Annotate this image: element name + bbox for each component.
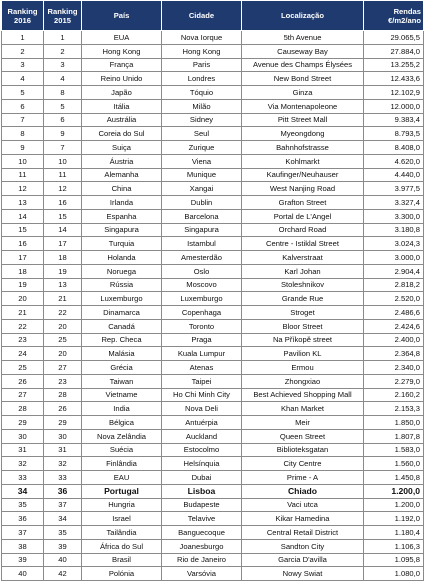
country-cell: Portugal xyxy=(82,484,162,498)
ranking-2016-cell: 28 xyxy=(2,402,44,416)
ranking-2015-cell: 20 xyxy=(44,319,82,333)
country-cell: Taiwan xyxy=(82,374,162,388)
ranking-2016-cell: 35 xyxy=(2,498,44,512)
location-cell: Kalverstraat xyxy=(242,251,364,265)
rent-cell: 13.255,2 xyxy=(364,58,424,72)
country-cell: Rep. Checa xyxy=(82,333,162,347)
ranking-2015-cell: 13 xyxy=(44,278,82,292)
country-cell: Israel xyxy=(82,512,162,526)
ranking-2016-cell: 36 xyxy=(2,512,44,526)
country-cell: India xyxy=(82,402,162,416)
location-cell: 5th Avenue xyxy=(242,31,364,45)
ranking-2015-cell: 12 xyxy=(44,182,82,196)
city-cell: Seul xyxy=(162,127,242,141)
location-cell: Myeongdong xyxy=(242,127,364,141)
country-cell: Hungria xyxy=(82,498,162,512)
rent-cell: 1.450,8 xyxy=(364,471,424,485)
country-cell: Luxemburgo xyxy=(82,292,162,306)
rent-cell: 3.180,8 xyxy=(364,223,424,237)
rent-cell: 12.433,6 xyxy=(364,72,424,86)
country-cell: Irlanda xyxy=(82,196,162,210)
ranking-2016-cell: 3 xyxy=(2,58,44,72)
rent-cell: 2.279,0 xyxy=(364,374,424,388)
ranking-2015-cell: 1 xyxy=(44,31,82,45)
table-row xyxy=(2,72,424,86)
location-cell: Central Retail District xyxy=(242,526,364,540)
location-cell: Na Příkopě street xyxy=(242,333,364,347)
city-cell: Estocolmo xyxy=(162,443,242,457)
location-cell: New Bond Street xyxy=(242,72,364,86)
ranking-2016-cell: 32 xyxy=(2,457,44,471)
table-row xyxy=(2,196,424,210)
location-cell: Causeway Bay xyxy=(242,44,364,58)
table-row xyxy=(2,443,424,457)
city-cell: Paris xyxy=(162,58,242,72)
location-cell: Ermou xyxy=(242,361,364,375)
table-row xyxy=(2,58,424,72)
ranking-2015-cell: 31 xyxy=(44,443,82,457)
rent-cell: 12.102,9 xyxy=(364,86,424,100)
rent-cell: 3.300,0 xyxy=(364,209,424,223)
city-cell: Barcelona xyxy=(162,209,242,223)
table-row xyxy=(2,292,424,306)
table-row xyxy=(2,416,424,430)
table-body xyxy=(2,31,424,581)
ranking-2015-cell: 2 xyxy=(44,44,82,58)
country-cell: Canadá xyxy=(82,319,162,333)
table-row xyxy=(2,223,424,237)
location-cell: Best Achieved Shopping Mall xyxy=(242,388,364,402)
location-cell: Sandton City xyxy=(242,539,364,553)
city-cell: Zurique xyxy=(162,141,242,155)
table-row xyxy=(2,154,424,168)
ranking-2015-cell: 18 xyxy=(44,251,82,265)
city-cell: Singapura xyxy=(162,223,242,237)
city-cell: Sidney xyxy=(162,113,242,127)
ranking-2015-cell: 3 xyxy=(44,58,82,72)
header-ranking-2016: Ranking 2016 xyxy=(2,1,44,31)
table-header xyxy=(2,1,424,31)
city-cell: Moscovo xyxy=(162,278,242,292)
city-cell: Dublin xyxy=(162,196,242,210)
table-row xyxy=(2,471,424,485)
rent-cell: 2.400,0 xyxy=(364,333,424,347)
location-cell: Khan Market xyxy=(242,402,364,416)
rent-cell: 2.486,6 xyxy=(364,306,424,320)
table-row xyxy=(2,44,424,58)
ranking-2015-cell: 42 xyxy=(44,567,82,581)
rent-cell: 9.383,4 xyxy=(364,113,424,127)
ranking-2015-cell: 16 xyxy=(44,196,82,210)
city-cell: Joanesburgo xyxy=(162,539,242,553)
city-cell: Amesterdão xyxy=(162,251,242,265)
header-city: Cidade xyxy=(162,1,242,31)
city-cell: Helsínquia xyxy=(162,457,242,471)
city-cell: Taipei xyxy=(162,374,242,388)
table-row xyxy=(2,484,424,498)
rent-ranking-table xyxy=(1,0,424,581)
ranking-2015-cell: 8 xyxy=(44,86,82,100)
rent-cell: 2.904,4 xyxy=(364,264,424,278)
ranking-2015-cell: 14 xyxy=(44,223,82,237)
rent-cell: 2.818,2 xyxy=(364,278,424,292)
ranking-2015-cell: 28 xyxy=(44,388,82,402)
location-cell: Queen Street xyxy=(242,429,364,443)
city-cell: Toronto xyxy=(162,319,242,333)
ranking-2015-cell: 9 xyxy=(44,127,82,141)
ranking-2015-cell: 4 xyxy=(44,72,82,86)
location-cell: Prime - A xyxy=(242,471,364,485)
location-cell: Meir xyxy=(242,416,364,430)
ranking-2015-cell: 17 xyxy=(44,237,82,251)
ranking-2015-cell: 40 xyxy=(44,553,82,567)
city-cell: Istambul xyxy=(162,237,242,251)
country-cell: Vietname xyxy=(82,388,162,402)
ranking-2016-cell: 33 xyxy=(2,471,44,485)
country-cell: África do Sul xyxy=(82,539,162,553)
location-cell: Stroget xyxy=(242,306,364,320)
ranking-2015-cell: 22 xyxy=(44,306,82,320)
ranking-2015-cell: 37 xyxy=(44,498,82,512)
ranking-2015-cell: 10 xyxy=(44,154,82,168)
location-cell: City Centre xyxy=(242,457,364,471)
rent-cell: 1.200,0 xyxy=(364,498,424,512)
location-cell: Kohlmarkt xyxy=(242,154,364,168)
table-row xyxy=(2,264,424,278)
rent-cell: 3.000,0 xyxy=(364,251,424,265)
table-row xyxy=(2,306,424,320)
rent-cell: 3.327,4 xyxy=(364,196,424,210)
country-cell: Grécia xyxy=(82,361,162,375)
ranking-2016-cell: 27 xyxy=(2,388,44,402)
ranking-2016-cell: 34 xyxy=(2,484,44,498)
city-cell: Ho Chi Minh City xyxy=(162,388,242,402)
location-cell: Kikar Hamedina xyxy=(242,512,364,526)
ranking-2016-cell: 4 xyxy=(2,72,44,86)
ranking-2016-cell: 12 xyxy=(2,182,44,196)
ranking-2016-cell: 7 xyxy=(2,113,44,127)
country-cell: Bélgica xyxy=(82,416,162,430)
header-country: País xyxy=(82,1,162,31)
table-row xyxy=(2,567,424,581)
country-cell: EUA xyxy=(82,31,162,45)
rent-cell: 27.884,0 xyxy=(364,44,424,58)
location-cell: Centre - Istiklal Street xyxy=(242,237,364,251)
ranking-2016-cell: 25 xyxy=(2,361,44,375)
city-cell: Varsóvia xyxy=(162,567,242,581)
ranking-2016-cell: 38 xyxy=(2,539,44,553)
country-cell: Suiça xyxy=(82,141,162,155)
table-row xyxy=(2,498,424,512)
rent-cell: 1.080,0 xyxy=(364,567,424,581)
country-cell: Áustria xyxy=(82,154,162,168)
rent-cell: 29.065,5 xyxy=(364,31,424,45)
rent-cell: 1.095,8 xyxy=(364,553,424,567)
ranking-2015-cell: 26 xyxy=(44,402,82,416)
country-cell: Noruega xyxy=(82,264,162,278)
ranking-2015-cell: 23 xyxy=(44,374,82,388)
ranking-2015-cell: 15 xyxy=(44,209,82,223)
rent-cell: 12.000,0 xyxy=(364,99,424,113)
city-cell: Budapeste xyxy=(162,498,242,512)
rent-cell: 2.364,8 xyxy=(364,347,424,361)
country-cell: Dinamarca xyxy=(82,306,162,320)
country-cell: Polónia xyxy=(82,567,162,581)
location-cell: Nowy Swiat xyxy=(242,567,364,581)
city-cell: Nova Deli xyxy=(162,402,242,416)
table-row xyxy=(2,429,424,443)
table-row xyxy=(2,86,424,100)
location-cell: Karl Johan xyxy=(242,264,364,278)
rent-cell: 1.180,4 xyxy=(364,526,424,540)
city-cell: Praga xyxy=(162,333,242,347)
location-cell: Zhongxiao xyxy=(242,374,364,388)
rent-cell: 4.620,0 xyxy=(364,154,424,168)
city-cell: Londres xyxy=(162,72,242,86)
ranking-2016-cell: 22 xyxy=(2,319,44,333)
table-row xyxy=(2,182,424,196)
ranking-2016-cell: 5 xyxy=(2,86,44,100)
ranking-2016-cell: 13 xyxy=(2,196,44,210)
city-cell: Dubai xyxy=(162,471,242,485)
ranking-2015-cell: 25 xyxy=(44,333,82,347)
table-row xyxy=(2,141,424,155)
header-rent: Rendas €/m2/ano xyxy=(364,1,424,31)
city-cell: Milão xyxy=(162,99,242,113)
ranking-2015-cell: 39 xyxy=(44,539,82,553)
rent-cell: 1.200,0 xyxy=(364,484,424,498)
location-cell: Grande Rue xyxy=(242,292,364,306)
country-cell: Tailândia xyxy=(82,526,162,540)
rent-cell: 2.424,6 xyxy=(364,319,424,333)
location-cell: Stoleshnikov xyxy=(242,278,364,292)
ranking-2016-cell: 40 xyxy=(2,567,44,581)
city-cell: Lisboa xyxy=(162,484,242,498)
country-cell: Nova Zelândia xyxy=(82,429,162,443)
location-cell: Avenue des Champs Élysées xyxy=(242,58,364,72)
ranking-2016-cell: 30 xyxy=(2,429,44,443)
ranking-2015-cell: 6 xyxy=(44,113,82,127)
location-cell: Portal de L'Angel xyxy=(242,209,364,223)
city-cell: Luxemburgo xyxy=(162,292,242,306)
ranking-2016-cell: 6 xyxy=(2,99,44,113)
table-row xyxy=(2,347,424,361)
table-row xyxy=(2,113,424,127)
city-cell: Atenas xyxy=(162,361,242,375)
table-row xyxy=(2,553,424,567)
rent-cell: 8.408,0 xyxy=(364,141,424,155)
city-cell: Hong Kong xyxy=(162,44,242,58)
table-row xyxy=(2,374,424,388)
table-row xyxy=(2,526,424,540)
country-cell: Itália xyxy=(82,99,162,113)
location-cell: Via Montenapoleone xyxy=(242,99,364,113)
table-row xyxy=(2,31,424,45)
country-cell: Turquia xyxy=(82,237,162,251)
country-cell: Finlândia xyxy=(82,457,162,471)
country-cell: Austrália xyxy=(82,113,162,127)
ranking-2016-cell: 23 xyxy=(2,333,44,347)
ranking-2016-cell: 39 xyxy=(2,553,44,567)
table-row xyxy=(2,251,424,265)
ranking-2015-cell: 20 xyxy=(44,347,82,361)
location-cell: Kaufinger/Neuhauser xyxy=(242,168,364,182)
country-cell: Japão xyxy=(82,86,162,100)
ranking-2016-cell: 10 xyxy=(2,154,44,168)
location-cell: Bahnhofstrasse xyxy=(242,141,364,155)
city-cell: Rio de Janeiro xyxy=(162,553,242,567)
city-cell: Xangai xyxy=(162,182,242,196)
ranking-2015-cell: 27 xyxy=(44,361,82,375)
location-cell: Biblioteksgatan xyxy=(242,443,364,457)
country-cell: Reino Unido xyxy=(82,72,162,86)
table-row xyxy=(2,127,424,141)
table-row xyxy=(2,237,424,251)
rent-cell: 1.106,3 xyxy=(364,539,424,553)
city-cell: Oslo xyxy=(162,264,242,278)
city-cell: Telavive xyxy=(162,512,242,526)
rent-cell: 1.560,0 xyxy=(364,457,424,471)
ranking-2015-cell: 21 xyxy=(44,292,82,306)
country-cell: Singapura xyxy=(82,223,162,237)
rent-cell: 1.850,0 xyxy=(364,416,424,430)
ranking-2015-cell: 29 xyxy=(44,416,82,430)
city-cell: Nova Iorque xyxy=(162,31,242,45)
rent-cell: 3.024,3 xyxy=(364,237,424,251)
rent-cell: 2.160,2 xyxy=(364,388,424,402)
country-cell: Suécia xyxy=(82,443,162,457)
ranking-2015-cell: 7 xyxy=(44,141,82,155)
ranking-2016-cell: 1 xyxy=(2,31,44,45)
rent-cell: 1.192,0 xyxy=(364,512,424,526)
ranking-2016-cell: 24 xyxy=(2,347,44,361)
country-cell: Alemanha xyxy=(82,168,162,182)
ranking-2016-cell: 11 xyxy=(2,168,44,182)
country-cell: Espanha xyxy=(82,209,162,223)
rent-cell: 8.793,5 xyxy=(364,127,424,141)
ranking-2015-cell: 34 xyxy=(44,512,82,526)
ranking-2016-cell: 21 xyxy=(2,306,44,320)
location-cell: Ginza xyxy=(242,86,364,100)
country-cell: EAU xyxy=(82,471,162,485)
ranking-2016-cell: 20 xyxy=(2,292,44,306)
table-row xyxy=(2,512,424,526)
location-cell: Pavilion KL xyxy=(242,347,364,361)
ranking-2016-cell: 8 xyxy=(2,127,44,141)
city-cell: Copenhaga xyxy=(162,306,242,320)
rent-cell: 1.583,0 xyxy=(364,443,424,457)
city-cell: Viena xyxy=(162,154,242,168)
ranking-2015-cell: 11 xyxy=(44,168,82,182)
ranking-2015-cell: 36 xyxy=(44,484,82,498)
location-cell: Bloor Street xyxy=(242,319,364,333)
header-ranking-2015: Ranking 2015 xyxy=(44,1,82,31)
city-cell: Munique xyxy=(162,168,242,182)
ranking-2015-cell: 35 xyxy=(44,526,82,540)
table-row xyxy=(2,319,424,333)
ranking-2016-cell: 14 xyxy=(2,209,44,223)
table-row xyxy=(2,209,424,223)
table-row xyxy=(2,457,424,471)
ranking-2016-cell: 31 xyxy=(2,443,44,457)
header-location: Localização xyxy=(242,1,364,31)
table-row xyxy=(2,388,424,402)
location-cell: West Nanjing Road xyxy=(242,182,364,196)
city-cell: Auckland xyxy=(162,429,242,443)
location-cell: Grafton Street xyxy=(242,196,364,210)
ranking-2015-cell: 19 xyxy=(44,264,82,278)
table-row xyxy=(2,361,424,375)
ranking-2016-cell: 16 xyxy=(2,237,44,251)
location-cell: Chiado xyxy=(242,484,364,498)
country-cell: Rússia xyxy=(82,278,162,292)
country-cell: Hong Kong xyxy=(82,44,162,58)
ranking-2016-cell: 37 xyxy=(2,526,44,540)
country-cell: China xyxy=(82,182,162,196)
ranking-2016-cell: 15 xyxy=(2,223,44,237)
ranking-2016-cell: 9 xyxy=(2,141,44,155)
table-row xyxy=(2,168,424,182)
city-cell: Banguecoque xyxy=(162,526,242,540)
ranking-2015-cell: 32 xyxy=(44,457,82,471)
country-cell: Malásia xyxy=(82,347,162,361)
city-cell: Kuala Lumpur xyxy=(162,347,242,361)
table-row xyxy=(2,99,424,113)
ranking-2016-cell: 19 xyxy=(2,278,44,292)
ranking-2016-cell: 29 xyxy=(2,416,44,430)
table-row xyxy=(2,333,424,347)
rent-cell: 2.520,0 xyxy=(364,292,424,306)
ranking-2016-cell: 26 xyxy=(2,374,44,388)
ranking-2016-cell: 2 xyxy=(2,44,44,58)
rent-cell: 2.153,3 xyxy=(364,402,424,416)
ranking-2015-cell: 30 xyxy=(44,429,82,443)
location-cell: Pitt Street Mall xyxy=(242,113,364,127)
country-cell: Coreia do Sul xyxy=(82,127,162,141)
ranking-2016-cell: 17 xyxy=(2,251,44,265)
country-cell: França xyxy=(82,58,162,72)
country-cell: Brasil xyxy=(82,553,162,567)
table-row xyxy=(2,402,424,416)
location-cell: Vaci utca xyxy=(242,498,364,512)
rent-cell: 2.340,0 xyxy=(364,361,424,375)
rent-cell: 3.977,5 xyxy=(364,182,424,196)
table-row xyxy=(2,539,424,553)
rent-cell: 1.807,8 xyxy=(364,429,424,443)
city-cell: Antuérpia xyxy=(162,416,242,430)
country-cell: Holanda xyxy=(82,251,162,265)
ranking-2016-cell: 18 xyxy=(2,264,44,278)
ranking-2015-cell: 33 xyxy=(44,471,82,485)
location-cell: Orchard Road xyxy=(242,223,364,237)
ranking-2015-cell: 5 xyxy=(44,99,82,113)
city-cell: Tóquio xyxy=(162,86,242,100)
table-row xyxy=(2,278,424,292)
location-cell: Garcia D'avilla xyxy=(242,553,364,567)
header-row xyxy=(2,1,424,31)
rent-cell: 4.440,0 xyxy=(364,168,424,182)
